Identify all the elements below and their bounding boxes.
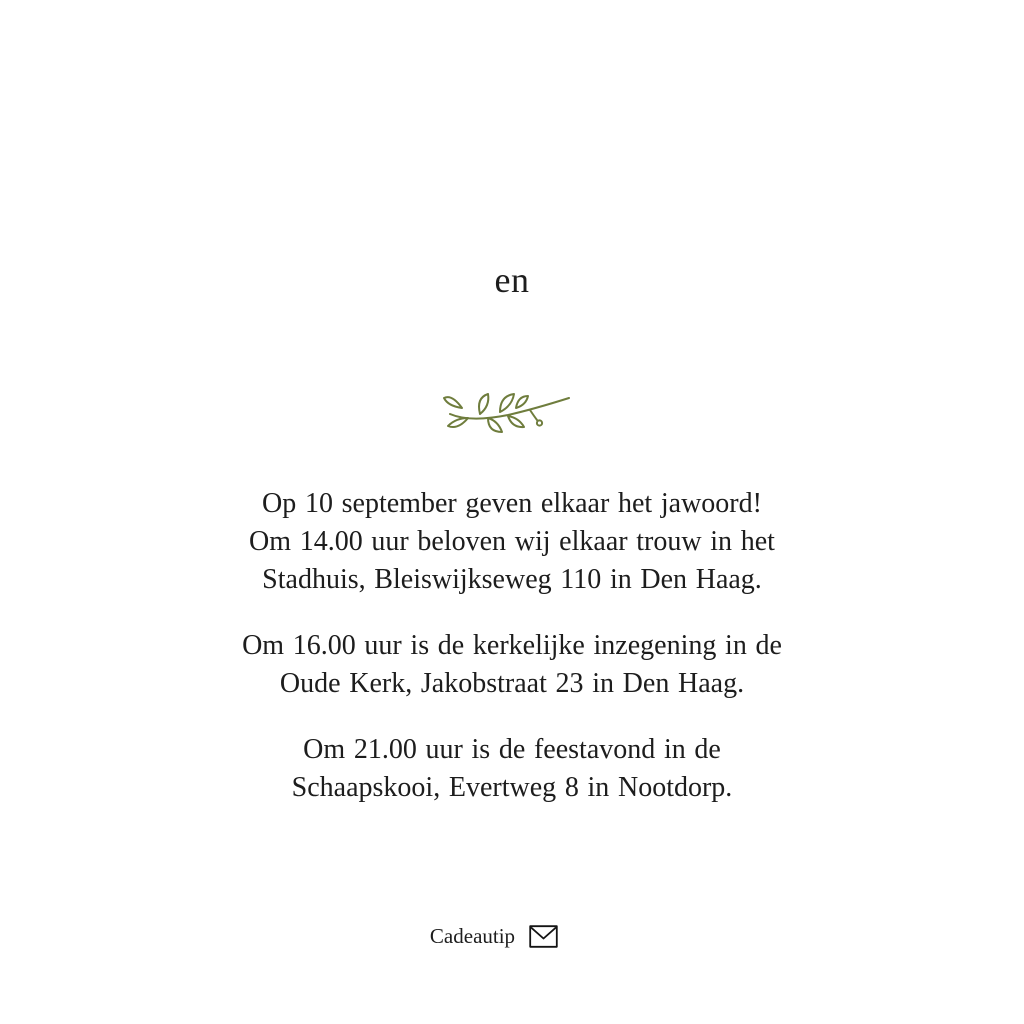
party-paragraph <box>0 731 1024 807</box>
envelope-icon <box>529 925 558 948</box>
gift-tip-row <box>0 924 1006 948</box>
schedule-line: Oude Kerk, Jakobstraat 23 in Den Haag. <box>279 668 745 699</box>
schedule-text <box>0 485 1024 807</box>
olive-branch-icon <box>442 388 572 434</box>
schedule-line: Stadhuis, Bleiswijkseweg 110 in Den Haag. <box>262 564 762 595</box>
schedule-line: Op 10 september geven elkaar het jawoord! <box>262 488 762 519</box>
schedule-line: Schaapskooi, Evertweg 8 in Nootdorp. <box>291 772 733 803</box>
branch-decoration <box>0 388 1019 434</box>
conjunction-text: en <box>494 260 530 300</box>
schedule-line: Om 16.00 uur is de kerkelijke inzegening in de <box>242 630 782 661</box>
civil-ceremony-paragraph <box>0 485 1024 599</box>
gift-tip-label: Cadeautip <box>429 924 516 948</box>
schedule-line: Om 21.00 uur is de feestavond in de <box>303 734 721 765</box>
schedule-line: Om 14.00 uur beloven wij elkaar trouw in het <box>249 526 775 557</box>
church-blessing-paragraph <box>0 627 1024 703</box>
